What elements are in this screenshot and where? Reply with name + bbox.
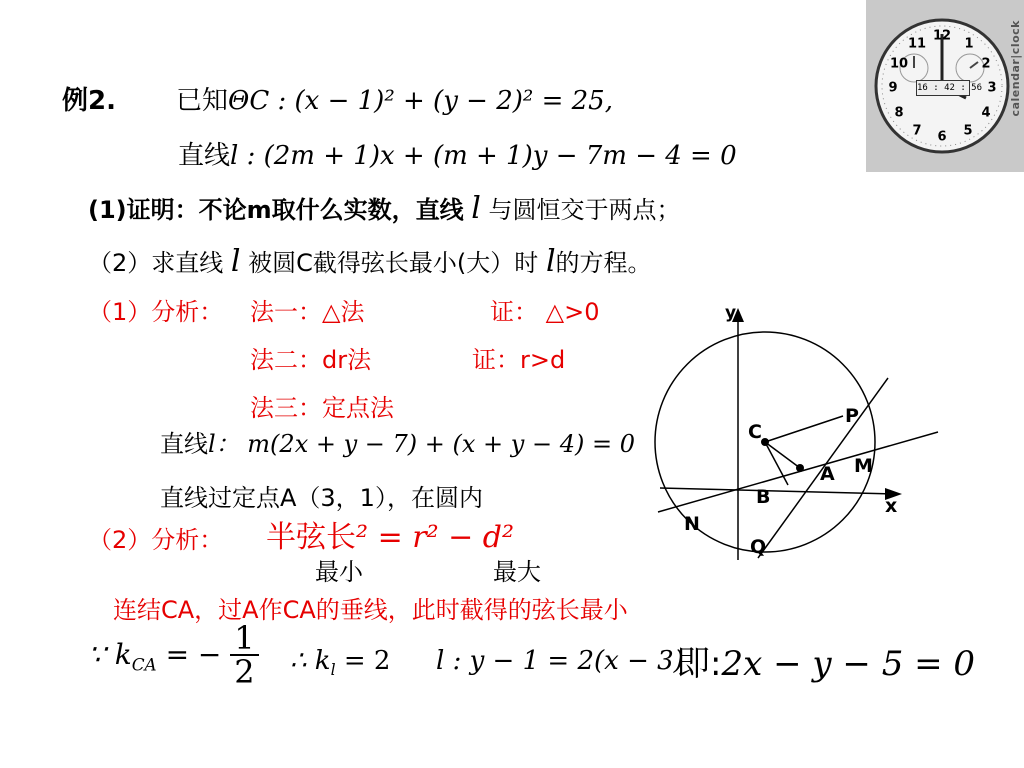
line-rewrite-prefix: 直线 xyxy=(160,430,208,458)
clock-number: 9 xyxy=(888,80,898,96)
fixed-point-text: 直线过定点A（3，1），在圆内 xyxy=(160,484,483,512)
because-k: ∵ k xyxy=(88,638,132,671)
method-1: 法一：△法 xyxy=(250,298,365,326)
line-rewrite xyxy=(160,424,635,459)
q2-suffix: 的方程。 xyxy=(555,249,652,277)
fraction-numerator: 1 xyxy=(230,622,258,656)
solution-kl xyxy=(290,646,391,680)
method-2-proof: 证：r>d xyxy=(472,346,566,374)
q2-var1: l xyxy=(230,244,241,279)
formula-rest: ² = r² − d² xyxy=(356,520,515,555)
label-m: M xyxy=(854,455,873,477)
q2-prefix: （2）求直线 xyxy=(88,249,224,277)
geometry-diagram xyxy=(640,300,970,570)
label-b: B xyxy=(756,486,771,508)
kca-prefix xyxy=(88,638,222,675)
clock-number: 6 xyxy=(937,129,947,145)
q1-text: (1)证明：不论m取什么实数，直线 xyxy=(88,196,464,224)
clock-number: 4 xyxy=(981,105,991,121)
label-p: P xyxy=(845,405,859,427)
max-label: 最大 xyxy=(493,558,541,586)
given-prefix: 已知 xyxy=(176,86,229,116)
point-a xyxy=(796,464,804,472)
half-chord-formula xyxy=(266,512,514,556)
min-label: 最小 xyxy=(315,558,363,586)
segment-ca xyxy=(765,442,800,468)
circle-given xyxy=(176,80,613,117)
label-a: A xyxy=(820,463,835,485)
example-label: 例2. xyxy=(62,86,116,116)
solution-kca xyxy=(88,619,259,691)
kca-equals: = − xyxy=(165,638,222,671)
clock-number: 5 xyxy=(963,123,973,139)
q2-var2: l xyxy=(545,244,556,279)
clock-number: 7 xyxy=(912,123,922,139)
kl-subscript: l xyxy=(330,661,336,680)
label-y: y xyxy=(725,303,737,323)
question-1 xyxy=(88,190,681,226)
line-given xyxy=(178,135,737,172)
fraction-denominator: 2 xyxy=(234,653,255,691)
clock-number: 12 xyxy=(932,28,952,44)
clock-number: 3 xyxy=(987,80,997,96)
final-answer xyxy=(676,636,975,685)
question-2 xyxy=(88,243,652,279)
kl-value: = 2 xyxy=(343,646,391,676)
therefore-k: ∴ k xyxy=(290,646,331,676)
label-q: Q xyxy=(750,536,767,558)
clock-number: 1 xyxy=(964,36,974,52)
method-3: 法三：定点法 xyxy=(250,394,394,422)
final-equation: 2x − y − 5 = 0 xyxy=(721,644,976,684)
clock-number: 11 xyxy=(907,36,927,52)
clock-widget xyxy=(866,0,1024,172)
method-1-proof: 证： △>0 xyxy=(490,298,600,326)
point-c xyxy=(761,438,769,446)
kca-subscript: CA xyxy=(131,654,157,675)
connect-instruction: 连结CA，过A作CA的垂线，此时截得的弦长最小 xyxy=(113,596,628,624)
line-rewrite-equation: l： m(2x + y − 7) + (x + y − 4) = 0 xyxy=(208,430,635,458)
label-n: N xyxy=(684,513,700,535)
segment-cp xyxy=(765,416,843,442)
q2-mid: 被圆C截得弦长最小(大）时 xyxy=(248,249,539,277)
clock-number: 2 xyxy=(981,56,991,72)
clock-number: 10 xyxy=(889,56,909,72)
circle-equation: ΘC : (x − 1)² + (y − 2)² = 25, xyxy=(228,86,613,116)
q1-suffix: 与圆恒交于两点； xyxy=(488,196,681,224)
x-axis xyxy=(660,488,895,494)
label-x: x xyxy=(885,495,898,517)
label-c: C xyxy=(748,421,762,443)
kca-fraction xyxy=(230,619,258,691)
method-2: 法二：dr法 xyxy=(250,346,372,374)
point-slope-line: l : y − 1 = 2(x − 3) xyxy=(436,646,684,676)
formula-word: 半弦长 xyxy=(266,520,356,555)
final-prefix: 即: xyxy=(676,644,722,684)
clock-brand: calendar|clock xyxy=(1009,20,1022,117)
q1-var: l xyxy=(471,191,481,226)
analysis-1-head: （1）分析： xyxy=(88,298,224,326)
line-prefix: 直线 xyxy=(178,141,231,171)
clock-digital-time: 16 : 42 : 56 xyxy=(916,80,970,96)
line-equation: l : (2m + 1)x + (m + 1)y − 7m − 4 = 0 xyxy=(230,141,737,171)
clock-number: 8 xyxy=(894,105,904,121)
analysis-2-head: （2）分析： xyxy=(88,526,224,554)
